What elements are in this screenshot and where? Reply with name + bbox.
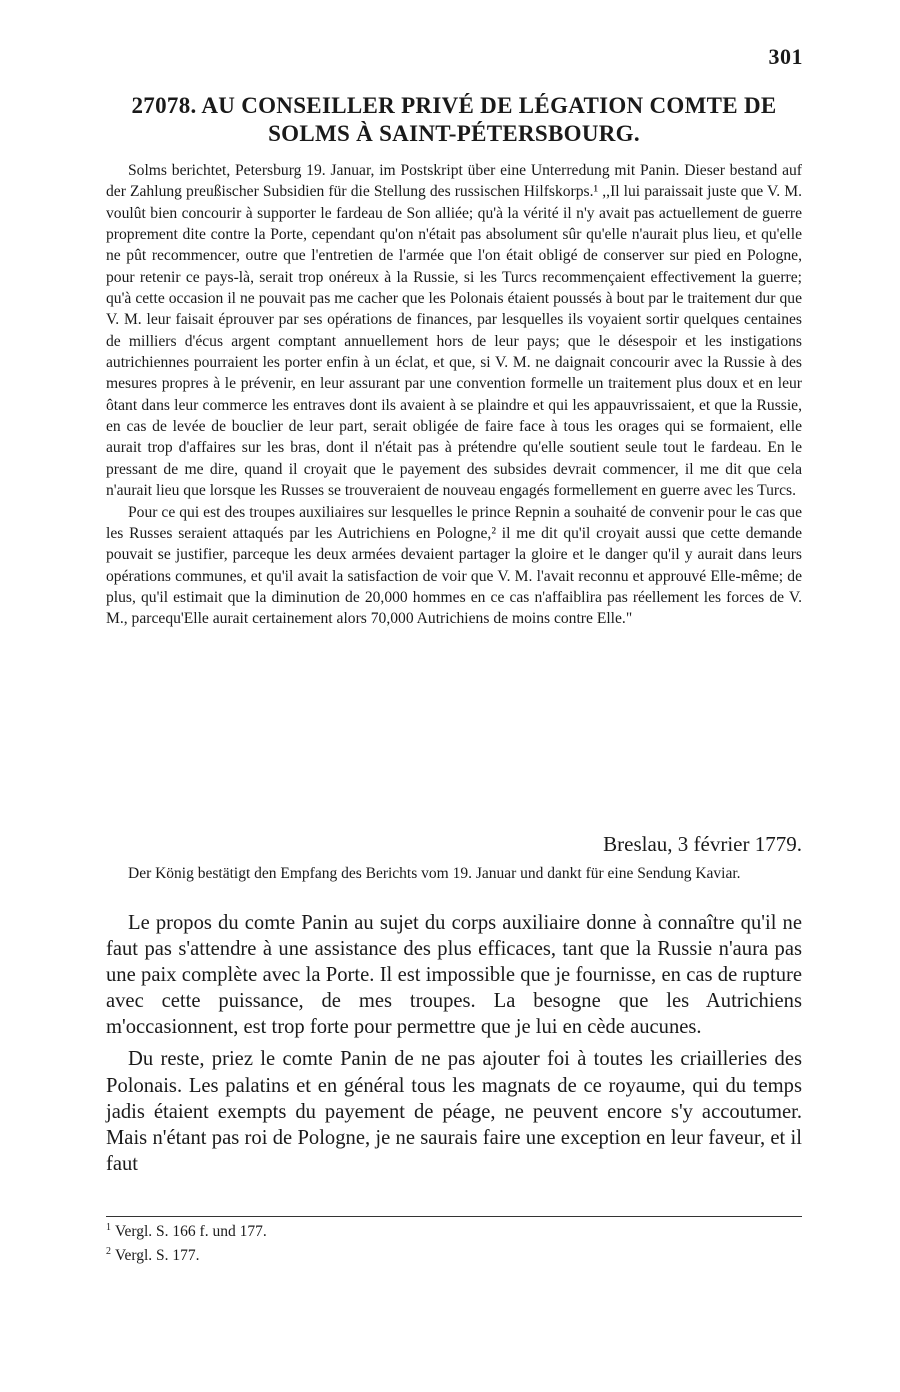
summary-paragraph: Solms berichtet, Petersburg 19. Januar, im Postskript über eine Unterredung mit Panin. Dieser bestand auf der Zahlung preußischer Subsidien für die Stellung des russischen Hilfskorps.¹ ,,Il lui paraissait juste que V. M. voulût bien concourir à supporter le fardeau de Son alliée; qu'à la vérité il n'y avait pas actuellement de guerre proprement dite contre la Porte, cependant qu'on n'était pas absolument sûr qu'elle n'aurait plus lieu, et qu'elle ne pût recommencer, outre que l'entretien de l'armée que l'on était obligé de conserver sur pied en Pologne, pour retenir ce pays-là, serait trop onéreux à la Russie, si les Turcs recommençaient effectivement la guerre; qu'à cette occasion il ne pouvait pas me cacher que les Polonais étaient poussés à bout par le traitement dur que V. M. leur faisait éprouver par ses opérations de finances, par lesquelles ils voyaient sortir quelques centaines de milliers d'écus argent comptant annuellement hors de leur pays; que le désespoir et les instigations autrichiennes pourraient les porter enfin à un éclat, et que, si V. M. ne daignait concourir avec la Russie à des mesures propres à le prévenir, en leur assurant par une convention formelle un traitement plus doux et en leur ôtant dans leur commerce les entraves dont ils avaient à se plaindre et qui les appauvrissaient, et que la Russie, en cas de levée de bouclier de leur part, serait obligée de faire face à tous les orages qui se formaient, elle aurait trop d'affaires sur les bras, dont il n'était pas à prétendre qu'elle soutient seule tout le fardeau. En le pressant de me dire, quand il croyait que le payement des subsides devrait commencer, il me dit que cela n'aurait lieu que lorsque les Russes se trouveraient de nouveau engagés formellement en guerre avec les Turcs.	[106, 162, 802, 500]
footnote	[106, 1218, 802, 1242]
letter-paragraph: Du reste, priez le comte Panin de ne pas ajouter foi à toutes les criailleries des Polonais. Les palatins et en général tous les magnats de ce royaume, qui du temps jadis étaient exempts du payement de péage, ne peuvent encore s'y accoutumer. Mais n'étant pas roi de Pologne, je ne saurais faire une exception en leur faveur, et il faut	[106, 1048, 802, 1175]
footnote-divider	[106, 1216, 802, 1217]
footnote-number: 1	[106, 1222, 111, 1233]
letter-body	[106, 910, 802, 1183]
summary-block	[106, 160, 802, 630]
king-note: Der König bestätigt den Empfang des Berichts vom 19. Januar und dankt für eine Sendung Kaviar.	[128, 865, 741, 882]
footnote-text: Vergl. S. 166 f. und 177.	[115, 1223, 267, 1241]
page-number: 301	[768, 44, 803, 69]
footnote-number: 2	[106, 1246, 111, 1258]
document-heading: 27078. AU CONSEILLER PRIVÉ DE LÉGATION COMTE DE SOLMS À SAINT-PÉTERSBOURG.	[131, 93, 777, 146]
footnotes	[106, 1218, 802, 1266]
place-date: Breslau, 3 février 1779.	[603, 832, 802, 856]
footnote-text: Vergl. S. 177.	[115, 1247, 200, 1265]
footnote	[106, 1242, 802, 1266]
letter-paragraph: Le propos du comte Panin au sujet du corps auxiliaire donne à connaître qu'il ne faut pas s'attendre à une assistance des plus efficaces, tant que la Russie n'aura pas une paix complète avec la Porte. Il est impossible que je fournisse, en cas de rupture avec cette puissance, de mes troupes. La besogne que les Autrichiens m'occasionnent, est trop forte pour permettre que je lui en cède aucunes.	[106, 912, 802, 1039]
summary-paragraph: Pour ce qui est des troupes auxiliaires sur lesquelles le prince Repnin a souhaité de convenir pour le cas que les Russes seraient attaqués par les Autrichiens en Pologne,² il me dit qu'il croyait aussi que cette demande pouvait se justifier, parceque les deux armées devaient partager la gloire et le danger qu'il y aurait dans leurs opérations communes, et qu'il avait la satisfaction de voir que V. M. l'avait reconnu et approuvé Elle-même; de plus, qu'il estimait que la diminution de 20,000 hommes en ce cas n'affaiblira pas réellement les forces de V. M., parcequ'Elle aurait certainement alors 70,000 Autrichiens de moins contre Elle."	[106, 503, 802, 628]
